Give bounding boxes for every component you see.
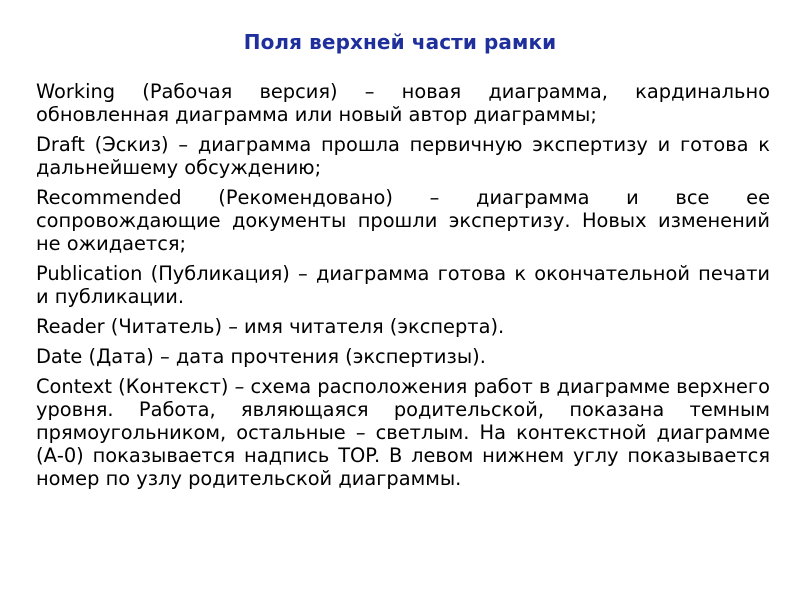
paragraph-recommended: Recommended (Рекомендовано) – диаграмма и все ее сопровождающие документы прошли экспертизу. Новых изменений не ожидается; <box>36 186 770 255</box>
slide-title: Поля верхней части рамки <box>243 30 557 54</box>
paragraph-date: Date (Дата) – дата прочтения (экспертизы). <box>36 345 486 368</box>
paragraph-context: Context (Контекст) – схема расположения работ в диаграмме верхнего уровня. Работа, являющаяся родительской, показана темным прямоугольником, остальные – светлым. На контекстной диаграмме (А-0) показывается надпись TOP. В левом нижнем углу показывается номер по узлу родительской диаграммы. <box>36 375 770 490</box>
paragraph-draft: Draft (Эскиз) – диаграмма прошла первичную экспертизу и готова к дальнейшему обсуждению; <box>36 133 770 179</box>
paragraph-reader: Reader (Читатель) – имя читателя (эксперта). <box>36 315 505 338</box>
paragraph-publication: Publication (Публикация) – диаграмма готова к окончательной печати и публикации. <box>36 262 770 308</box>
paragraph-working: Working (Рабочая версия) – новая диаграмма, кардинально обновленная диаграмма или новый автор диаграммы; <box>36 80 770 126</box>
slide-body <box>36 80 770 497</box>
